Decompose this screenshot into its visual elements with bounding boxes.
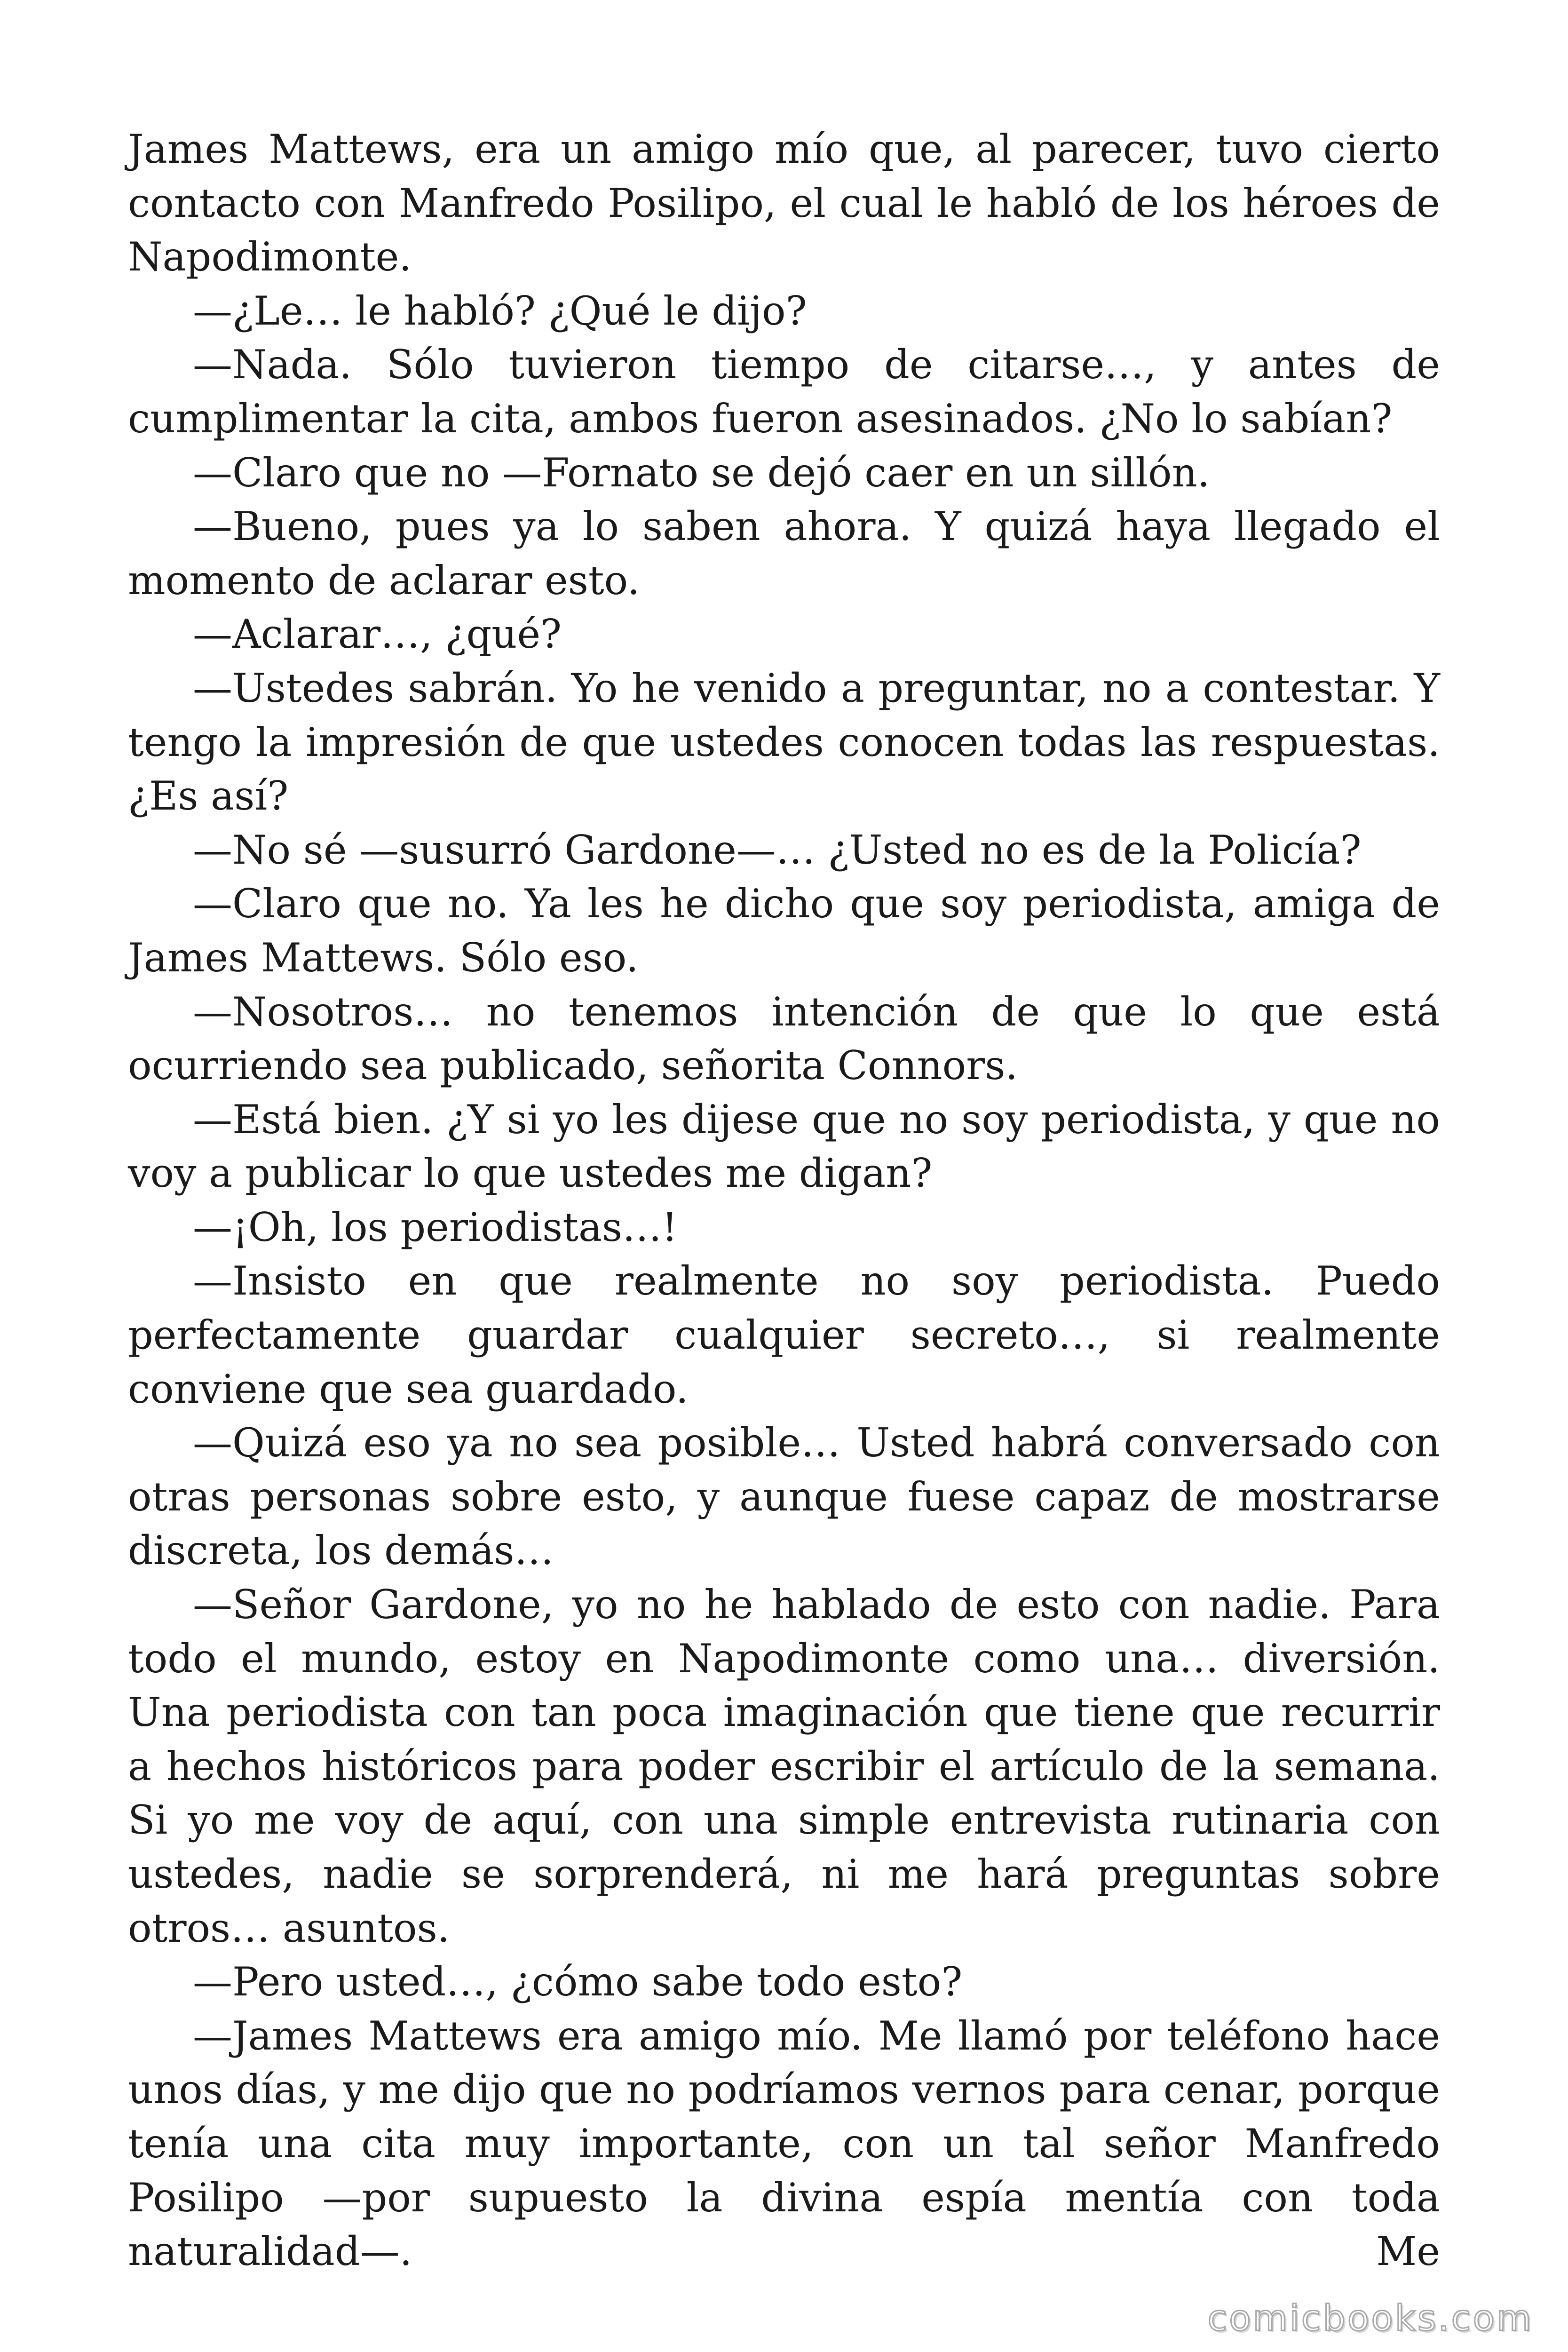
paragraph-11: —Está bien. ¿Y si yo les dijese que no soy periodista, y que no voy a publicar lo que ustedes me digan? bbox=[128, 1096, 1440, 1197]
paragraph-6: —Aclarar…, ¿qué? bbox=[193, 611, 562, 658]
paragraph-4: —Claro que no —Fornato se dejó caer en un sillón. bbox=[193, 449, 1210, 496]
paragraph-12: —¡Oh, los periodistas…! bbox=[193, 1204, 678, 1250]
paragraph-14: —Quizá eso ya no sea posible… Usted habrá conversado con otras personas sobre esto, y aunque fuese capaz de mostrarse discreta, los demás… bbox=[128, 1420, 1440, 1574]
paragraph-1: James Mattews, era un amigo mío que, al parecer, tuvo cierto contacto con Manfredo Posilipo, el cual le habló de los héroes de Napodimonte. bbox=[128, 126, 1440, 280]
watermark: comicbooks.com bbox=[1207, 2297, 1533, 2339]
paragraph-7: —Ustedes sabrán. Yo he venido a preguntar, no a contestar. Y tengo la impresión de que ustedes conocen todas las respuestas. ¿Es así? bbox=[128, 665, 1440, 819]
paragraph-9: —Claro que no. Ya les he dicho que soy periodista, amiga de James Mattews. Sólo eso. bbox=[128, 881, 1440, 981]
paragraph-16: —Pero usted…, ¿cómo sabe todo esto? bbox=[193, 1959, 963, 2005]
paragraph-2: —¿Le… le habló? ¿Qué le dijo? bbox=[193, 287, 807, 334]
paragraph-15: —Señor Gardone, yo no he hablado de esto con nadie. Para todo el mundo, estoy en Napodimonte como una… diversión. Una periodista con tan poca imaginación que tiene que recurrir a hechos históricos para poder escribir el artículo de la semana. Si yo me voy de aquí, con una simple entrevista rutinaria con ustedes, nadie se sorprenderá, ni me hará preguntas sobre otros… asuntos. bbox=[128, 1581, 1440, 1951]
paragraph-5: —Bueno, pues ya lo saben ahora. Y quizá haya llegado el momento de aclarar esto. bbox=[128, 503, 1440, 604]
paragraph-13: —Insisto en que realmente no soy periodista. Puedo perfectamente guardar cualquier secreto…, si realmente conviene que sea guardado. bbox=[128, 1258, 1440, 1412]
paragraph-3: —Nada. Sólo tuvieron tiempo de citarse…, y antes de cumplimentar la cita, ambos fueron asesinados. ¿No lo sabían? bbox=[128, 342, 1440, 442]
paragraph-17: —James Mattews era amigo mío. Me llamó por teléfono hace unos días, y me dijo que no podríamos vernos para cenar, porque tenía una cita muy importante, con un tal señor Manfredo Posilipo —por supuesto la divina espía mentía con toda naturalidad—. Me bbox=[128, 2012, 1440, 2275]
paragraph-8: —No sé —susurró Gardone—… ¿Usted no es de la Policía? bbox=[193, 826, 1362, 873]
page-text bbox=[128, 122, 1440, 2279]
paragraph-10: —Nosotros… no tenemos intención de que lo que está ocurriendo sea publicado, señorita Connors. bbox=[128, 988, 1440, 1089]
